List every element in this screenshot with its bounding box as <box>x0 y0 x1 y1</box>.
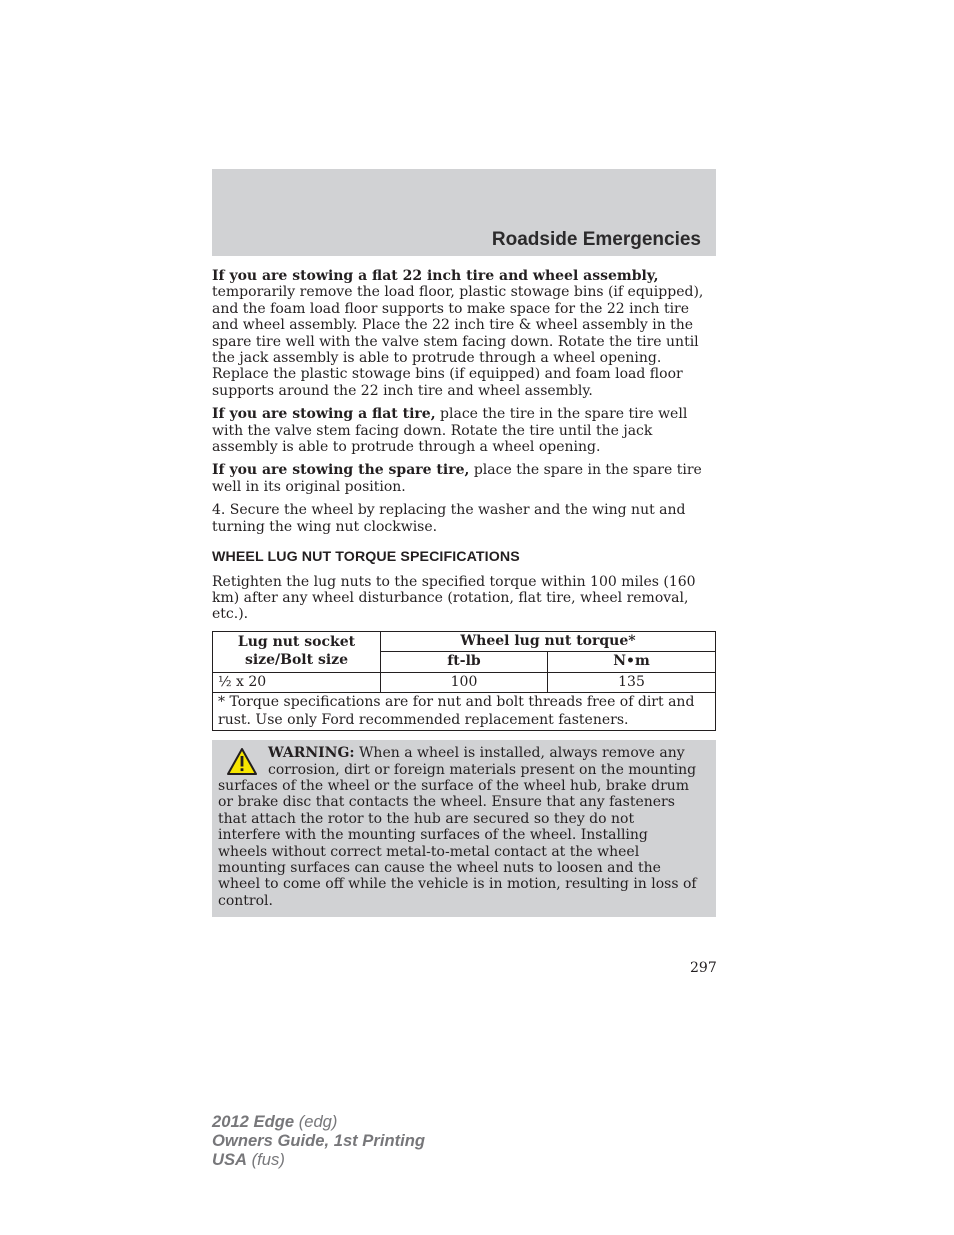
footer-market-code: (fus) <box>247 1150 285 1169</box>
table-footnote-row <box>213 693 716 731</box>
torque-spec-table <box>212 631 716 732</box>
paragraph-lead: If you are stowing a flat 22 inch tire and wheel assembly, <box>212 268 659 284</box>
paragraph-body: place the tire in the spare tire well with the valve stem facing down. Rotate the tire until the jack assembly is able to protrude through a wheel opening. <box>212 406 688 456</box>
document-footer <box>212 1112 425 1169</box>
cell-ftlb: 100 <box>381 672 548 693</box>
torque-section-heading: WHEEL LUG NUT TORQUE SPECIFICATIONS <box>212 549 520 566</box>
paragraph-lead: If you are stowing a flat tire, <box>212 406 436 423</box>
paragraph-flat-tire <box>212 406 718 455</box>
cell-size: ½ x 20 <box>213 672 381 693</box>
paragraph-step-4: 4. Secure the wheel by replacing the washer and the wing nut and turning the wing nut clockwise. <box>212 502 686 535</box>
footer-model-code: (edg) <box>294 1112 338 1131</box>
table-row <box>213 672 716 693</box>
page-content <box>212 268 718 917</box>
col-header-ftlb: ft-lb <box>381 652 548 673</box>
table-footnote: * Torque specifications are for nut and bolt threads free of dirt and rust. Use only Ford recommended replacement fasteners. <box>213 693 716 731</box>
torque-intro: Retighten the lug nuts to the specified torque within 100 miles (160 km) after any wheel disturbance (rotation, flat tire, wheel removal, etc.). <box>212 573 696 623</box>
warning-label: WARNING: <box>268 745 355 762</box>
paragraph-lead: If you are stowing the spare tire, <box>212 462 470 479</box>
paragraph-body: place the spare in the spare tire well in its original position. <box>212 462 702 495</box>
warning-text: When a wheel is installed, always remove any corrosion, dirt or foreign materials present on the mounting surfaces of the wheel or the surface of the wheel hub, brake drum or brake disc that contacts the wheel. Ensure that any fasteners that attach the rotor to the hub are secured so they do not interfere with the mounting surfaces of the wheel. Installing wheels without correct metal-to-metal contact at the wheel mounting surfaces can cause the wheel nuts to loosen and the wheel to come off while the vehicle is in motion, resulting in loss of control. <box>218 745 697 909</box>
section-title: Roadside Emergencies <box>491 229 701 250</box>
section-header-band <box>212 169 716 256</box>
warning-box <box>212 740 716 917</box>
footer-guide: Owners Guide, 1st Printing <box>212 1131 425 1150</box>
cell-nm: 135 <box>548 672 716 693</box>
page-number: 297 <box>690 960 717 976</box>
footer-market: USA <box>212 1150 248 1169</box>
paragraph-body: temporarily remove the load floor, plastic stowage bins (if equipped), and the foam load floor supports to make space for the 22 inch tire and wheel assembly. Place the 22 inch tire & wheel assembly in the spare tire well with the valve stem facing down. Rotate the tire until the jack assembly is able to protrude through a wheel opening. Replace the plastic stowage bins (if equipped) and foam load floor supports around the 22 inch tire and wheel assembly. <box>212 284 704 399</box>
footer-line-market <box>212 1150 425 1169</box>
footer-line-guide <box>212 1131 425 1150</box>
warning-triangle-icon <box>226 747 258 777</box>
paragraph-22inch-tire <box>212 268 718 399</box>
footer-model: 2012 Edge <box>212 1112 295 1131</box>
col-header-nm: N•m <box>548 652 716 673</box>
footer-line-model <box>212 1112 425 1131</box>
table-header-row <box>213 631 716 652</box>
col-header-torque: Wheel lug nut torque* <box>381 631 716 652</box>
paragraph-spare-tire <box>212 462 718 495</box>
col-header-size: Lug nut socket size/Bolt size <box>213 631 381 672</box>
